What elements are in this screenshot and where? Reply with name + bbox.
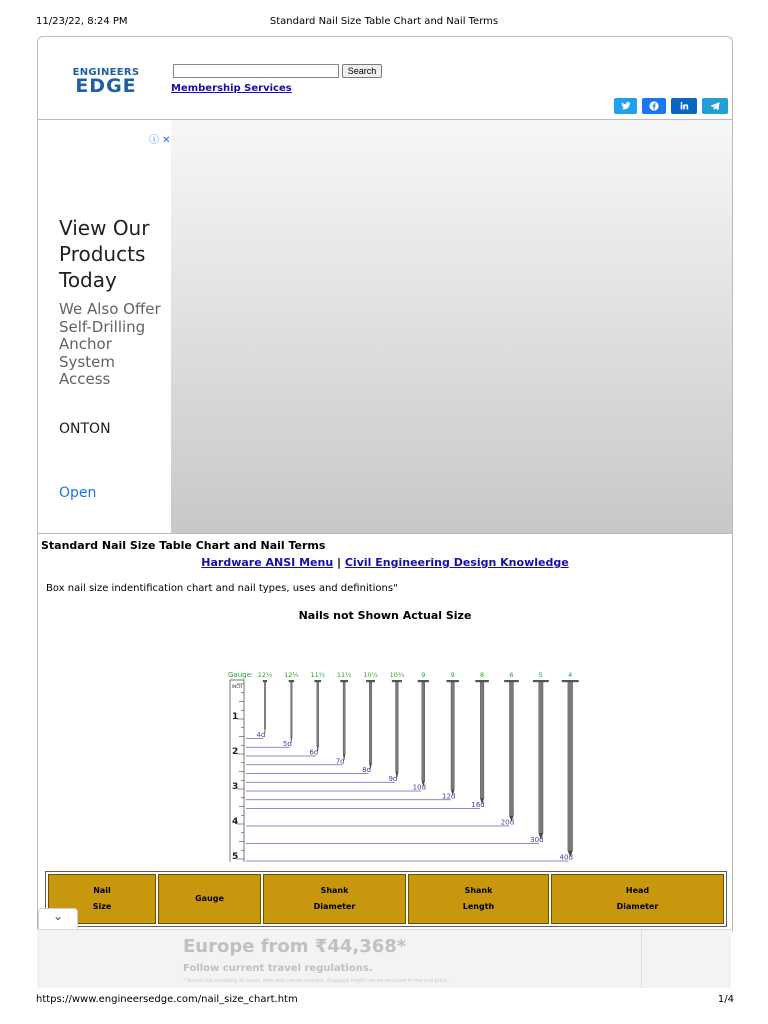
ruler-number: 5 <box>232 852 239 862</box>
nail-size-label: 30d <box>530 836 544 844</box>
header-shank-diameter: Shank Diameter <box>263 874 406 924</box>
nail-gauge-label: 5 <box>538 671 543 679</box>
twitter-icon <box>621 101 631 111</box>
ruler-label: INCH <box>232 684 242 689</box>
page-title: Standard Nail Size Table Chart and Nail Terms <box>41 539 326 552</box>
breadcrumb <box>38 556 732 569</box>
table-header-row <box>48 874 724 924</box>
print-url: https://www.engineersedge.com/nail_size_chart.htm <box>36 994 298 1005</box>
nail-gauge-label: 6 <box>509 671 514 679</box>
header-head-diameter: Head Diameter <box>551 874 724 924</box>
nail-shank <box>264 682 265 729</box>
gauge-label: Gauge: <box>228 671 254 679</box>
nail-gauge-label: 8 <box>480 671 485 679</box>
nail-gauge-label: 4 <box>568 671 573 679</box>
header-nail-size: Nail Size <box>48 874 156 924</box>
search-button[interactable]: Search <box>342 64 382 78</box>
nail-size-label: 16d <box>471 801 485 809</box>
telegram-icon <box>710 101 720 111</box>
header-gauge: Gauge <box>158 874 261 924</box>
membership-services-link[interactable]: Membership Services <box>171 83 292 94</box>
nail-shank <box>451 682 454 790</box>
telegram-share-button[interactable] <box>702 98 728 114</box>
nail-shank <box>291 682 293 737</box>
linkedin-icon <box>679 101 689 111</box>
nail-size-figure <box>190 632 590 862</box>
nail-gauge-label: 10¼ <box>389 671 405 679</box>
nail-gauge-label: 11½ <box>310 671 326 679</box>
header-shank-length: Shank Length <box>408 874 549 924</box>
bottom-ad-subtext: Follow current travel regulations. <box>183 963 373 974</box>
nail-shank <box>539 682 543 834</box>
search-input[interactable] <box>173 64 339 78</box>
ruler-number: 2 <box>232 747 239 757</box>
nail-size-label: 40d <box>559 853 573 862</box>
print-page-number: 1/4 <box>717 994 734 1005</box>
nail-size-label: 6d <box>309 748 319 757</box>
browser-page <box>37 36 733 932</box>
ad-headline: View Our Products Today <box>59 216 150 292</box>
ad-brand: ONTON <box>59 421 111 437</box>
ad-open-button[interactable]: Open <box>59 485 97 501</box>
figure-title: Nails not Shown Actual Size <box>298 609 472 622</box>
twitter-share-button[interactable] <box>614 98 637 114</box>
ad-subtext: We Also Offer Self-Drilling Anchor System Access <box>59 300 161 388</box>
ruler-number: 4 <box>232 817 239 827</box>
nail-gauge-label: 9 <box>450 671 455 679</box>
nail-gauge-label: 12½ <box>284 671 299 679</box>
nail-gauge-label: 9 <box>421 671 426 679</box>
facebook-share-button[interactable] <box>642 98 666 114</box>
link-separator: | <box>333 556 345 569</box>
linkedin-share-button[interactable] <box>671 98 697 114</box>
nail-size-label: 8d <box>362 766 371 774</box>
nail-size-label: 4d <box>256 731 266 739</box>
nail-size-label: 20d <box>500 818 515 827</box>
nail-size-table <box>45 871 727 927</box>
nail-shank <box>317 682 319 746</box>
ad-close-icon[interactable]: ⓘ ✕ <box>149 135 171 146</box>
bottom-ad-divider <box>641 930 642 988</box>
hardware-ansi-menu-link[interactable]: Hardware ANSI Menu <box>201 556 334 569</box>
nail-size-label: 5d <box>282 739 292 748</box>
nail-size-label: 10d <box>412 783 426 792</box>
chevron-down-icon[interactable]: ⌄ <box>38 908 78 929</box>
nail-gauge-label: 10¼ <box>363 671 378 679</box>
advertisement-banner[interactable] <box>171 120 732 533</box>
nail-shank <box>568 682 573 851</box>
nail-shank <box>509 682 513 816</box>
engineers-edge-logo[interactable] <box>58 67 154 97</box>
ruler-number: 3 <box>232 782 239 792</box>
nail-size-label: 9d <box>388 774 398 783</box>
nail-shank <box>480 682 484 799</box>
ruler <box>230 680 244 862</box>
bottom-ad-note: * Round trip including all taxes, fees and carrier charges. Baggage might not be included in the end price. <box>183 978 449 984</box>
page-description: Box nail size indentification chart and nail types, uses and definitions" <box>46 583 398 594</box>
nail-size-label: 12d <box>442 792 456 801</box>
sidebar-advertisement[interactable] <box>41 127 171 529</box>
bottom-ad-headline: Europe from ₹44,368* <box>183 936 407 957</box>
ruler-number: 1 <box>232 712 239 722</box>
logo-line1: ENGINEERS <box>72 67 140 78</box>
bottom-advertisement[interactable] <box>37 929 731 988</box>
nail-gauge-label: 11½ <box>336 671 352 679</box>
civil-engineering-link[interactable]: Civil Engineering Design Knowledge <box>344 556 569 569</box>
logo-line2: EDGE <box>75 75 137 97</box>
print-title: Standard Nail Size Table Chart and Nail Terms <box>269 16 499 27</box>
nail-shank <box>396 682 399 772</box>
nail-gauge-label: 12½ <box>257 671 273 679</box>
content-divider <box>38 533 732 534</box>
print-datetime: 11/23/22, 8:24 PM <box>36 16 128 27</box>
nail-shank <box>369 682 371 764</box>
nail-size-label: 7d <box>335 757 345 766</box>
facebook-icon <box>649 101 659 111</box>
print-footer <box>0 994 768 1008</box>
nail-shank <box>343 682 345 755</box>
nail-shank <box>422 682 425 781</box>
print-header <box>0 16 768 30</box>
